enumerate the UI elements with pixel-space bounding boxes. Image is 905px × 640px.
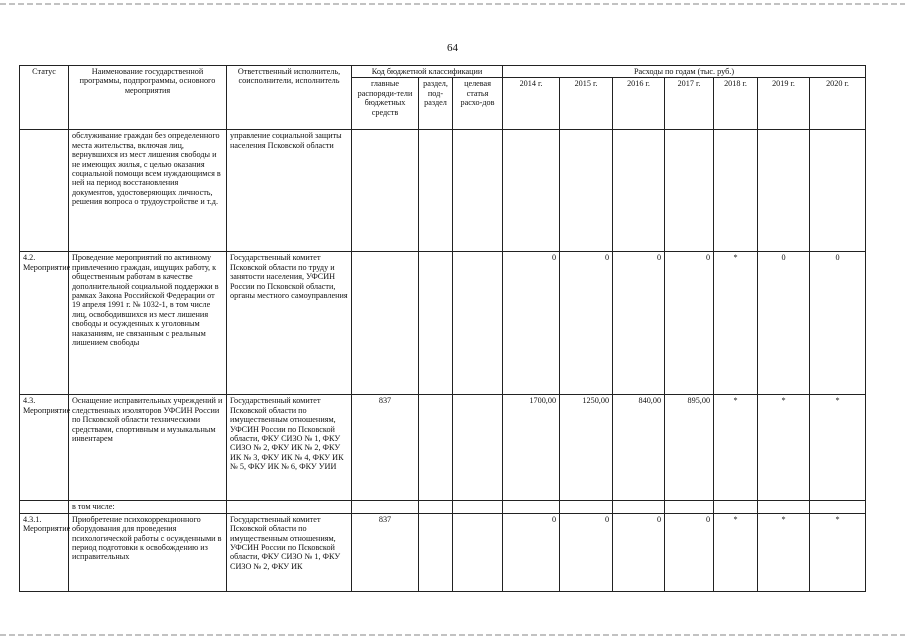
header-year: 2016 г. xyxy=(613,78,665,130)
cell-value: 840,00 xyxy=(613,395,665,501)
header-year: 2015 г. xyxy=(560,78,613,130)
cell-target xyxy=(453,395,503,501)
cell-value: 0 xyxy=(560,252,613,395)
cell-status xyxy=(20,130,69,252)
cell-target xyxy=(453,513,503,591)
header-name: Наименование государственной программы, подпрограммы, основного мероприятия xyxy=(69,66,227,130)
cell-name: Приобретение психокоррекционного оборудования для проведения психологической работы с осужденными в период подготовки к освобождению из исправительных xyxy=(69,513,227,591)
header-status: Статус xyxy=(20,66,69,130)
cell-value: 0 xyxy=(503,513,560,591)
cell-value: 0 xyxy=(613,252,665,395)
cell-value xyxy=(665,501,714,513)
cell-target xyxy=(453,130,503,252)
cell-grbs xyxy=(352,501,419,513)
table-row xyxy=(20,395,866,501)
cell-section xyxy=(419,395,453,501)
cell-section xyxy=(419,252,453,395)
cell-value xyxy=(560,501,613,513)
cell-value: * xyxy=(714,252,758,395)
cell-section xyxy=(419,130,453,252)
cell-value xyxy=(714,501,758,513)
cell-value: 0 xyxy=(810,252,866,395)
cell-value: 0 xyxy=(503,252,560,395)
cell-section xyxy=(419,501,453,513)
cell-value xyxy=(613,130,665,252)
cell-section xyxy=(419,513,453,591)
header-year: 2014 г. xyxy=(503,78,560,130)
cell-grbs: 837 xyxy=(352,395,419,501)
cell-executor: Государственный комитет Псковской области по труду и занятости населения, УФСИН России по Псковской области, органы местного самоуправления xyxy=(227,252,352,395)
cell-grbs xyxy=(352,252,419,395)
cell-value: * xyxy=(714,513,758,591)
header-main-managers: главные распоряди-тели бюджетных средств xyxy=(352,78,419,130)
page-number: 64 xyxy=(447,42,458,54)
cell-value xyxy=(810,130,866,252)
cell-name: обслуживание граждан без определенного места жительства, включая лиц, вернувшихся из мест лишения свободы и не имеющих жилья, с целью оказания социальной помощи всем нуждающимся в ней на период восстановления документов, удостоверяющих личность, решения вопроса о трудоустройстве и т.д. xyxy=(69,130,227,252)
header-expenses: Расходы по годам (тыс. руб.) xyxy=(503,66,866,78)
cell-value: 1700,00 xyxy=(503,395,560,501)
table-row xyxy=(20,130,866,252)
cell-executor: Государственный комитет Псковской области по имущественным отношениям, УФСИН России по Псковской области, ФКУ СИЗО № 1, ФКУ СИЗО № 2, ФКУ ИК № 2, ФКУ ИК № 3, ФКУ ИК № 4, ФКУ ИК № 5, ФКУ ИК № 6, ФКУ УИИ xyxy=(227,395,352,501)
cell-value: 1250,00 xyxy=(560,395,613,501)
cell-grbs: 837 xyxy=(352,513,419,591)
scan-edge-top xyxy=(0,3,905,5)
cell-value xyxy=(758,130,810,252)
cell-value xyxy=(714,130,758,252)
cell-value: 0 xyxy=(613,513,665,591)
cell-value xyxy=(665,130,714,252)
cell-name: Оснащение исправительных учреждений и следственных изоляторов УФСИН России по Псковской области техническими средствами, спортивным и музыкальным инвентарем xyxy=(69,395,227,501)
header-year: 2018 г. xyxy=(714,78,758,130)
cell-value xyxy=(758,501,810,513)
header-section: раздел, под-раздел xyxy=(419,78,453,130)
cell-value xyxy=(613,501,665,513)
cell-value: 0 xyxy=(665,252,714,395)
cell-value xyxy=(560,130,613,252)
table-row xyxy=(20,252,866,395)
budget-table xyxy=(19,65,866,592)
cell-value: * xyxy=(810,513,866,591)
cell-value: 895,00 xyxy=(665,395,714,501)
header-target: целевая статья расхо-дов xyxy=(453,78,503,130)
cell-executor xyxy=(227,501,352,513)
cell-name: в том числе: xyxy=(69,501,227,513)
cell-status xyxy=(20,501,69,513)
header-year: 2017 г. xyxy=(665,78,714,130)
header-year: 2019 г. xyxy=(758,78,810,130)
scan-edge-bottom xyxy=(0,634,905,636)
cell-value: 0 xyxy=(560,513,613,591)
cell-status: 4.2. Мероприятие xyxy=(20,252,69,395)
cell-value xyxy=(810,501,866,513)
cell-value xyxy=(503,130,560,252)
cell-value: * xyxy=(758,513,810,591)
cell-value xyxy=(503,501,560,513)
cell-status: 4.3.1. Мероприятие xyxy=(20,513,69,591)
cell-value: * xyxy=(758,395,810,501)
cell-value: * xyxy=(714,395,758,501)
cell-status: 4.3. Мероприятие xyxy=(20,395,69,501)
table-row xyxy=(20,501,866,513)
header-budget-code: Код бюджетной классификации xyxy=(352,66,503,78)
cell-value: 0 xyxy=(758,252,810,395)
header-year: 2020 г. xyxy=(810,78,866,130)
cell-value: 0 xyxy=(665,513,714,591)
table-row xyxy=(20,513,866,591)
cell-name: Проведение мероприятий по активному привлечению граждан, ищущих работу, к общественным работам в качестве дополнительной социальной поддержки в рамках Закона Российской Федерации от 19 апреля 1991 г. № 1032-1, в том числе лиц, освободившихся из мест лишения свободы и осужденных к уголовным наказаниям, не связанным с реальным лишением свободы xyxy=(69,252,227,395)
cell-target xyxy=(453,501,503,513)
cell-executor: управление социальной защиты населения Псковской области xyxy=(227,130,352,252)
cell-executor: Государственный комитет Псковской области по имущественным отношениям, УФСИН России по Псковской области, ФКУ СИЗО № 1, ФКУ СИЗО № 2, ФКУ ИК xyxy=(227,513,352,591)
cell-grbs xyxy=(352,130,419,252)
header-executor: Ответственный исполнитель, соисполнители, исполнитель xyxy=(227,66,352,130)
cell-target xyxy=(453,252,503,395)
cell-value: * xyxy=(810,395,866,501)
